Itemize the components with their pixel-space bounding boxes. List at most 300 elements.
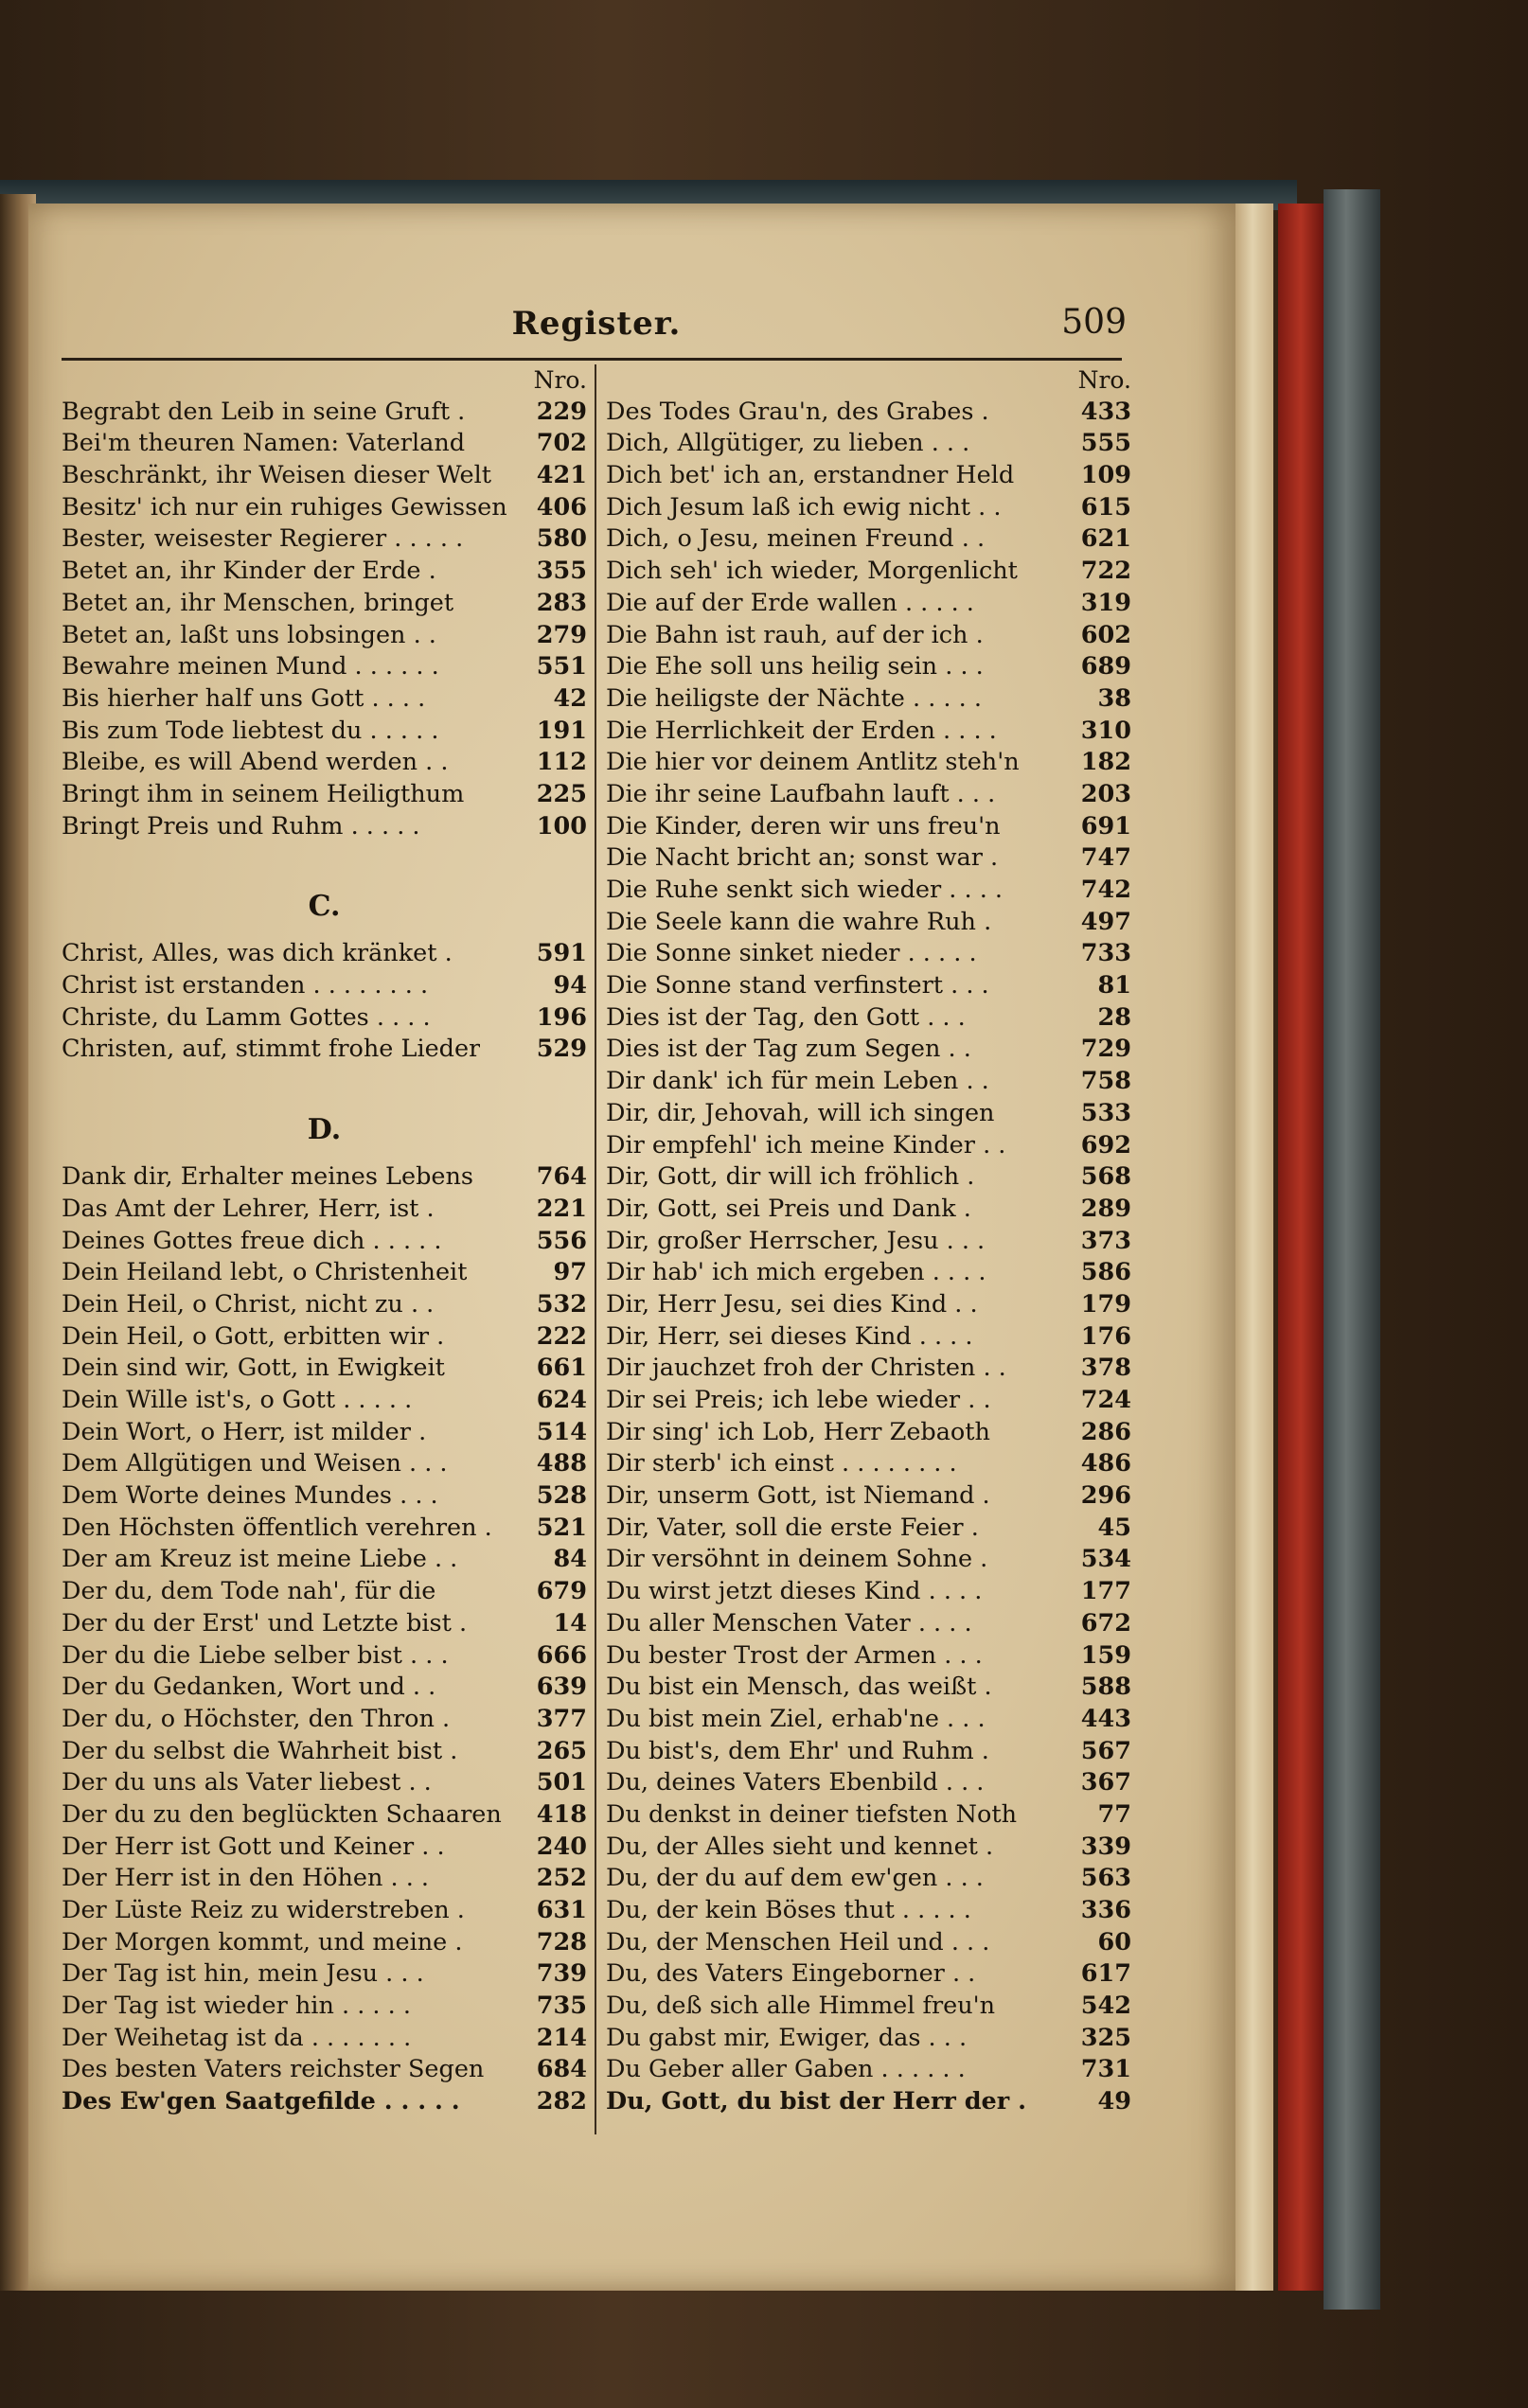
entry-number: 286 xyxy=(1080,1417,1131,1446)
entry-number: 310 xyxy=(1080,716,1131,745)
index-entry xyxy=(62,2054,587,2086)
entry-title: Du bist's, dem Ehr' und Ruhm . xyxy=(606,1736,989,1765)
entry-number: 567 xyxy=(1080,1736,1131,1765)
entry-number: 176 xyxy=(1080,1321,1131,1351)
index-entry xyxy=(606,397,1131,429)
index-entry xyxy=(606,651,1131,683)
entry-number: 731 xyxy=(1080,2055,1131,2084)
entry-number: 38 xyxy=(1097,683,1131,713)
entry-title: Bleibe, es will Abend werden . . xyxy=(62,748,449,777)
nro-label: Nro. xyxy=(1077,366,1131,394)
entry-number: 14 xyxy=(553,1608,587,1638)
page-title: Register. xyxy=(511,305,682,343)
entry-number: 222 xyxy=(536,1321,587,1351)
index-entry xyxy=(62,1289,587,1321)
entry-number: 336 xyxy=(1080,1896,1131,1924)
entry-number: 221 xyxy=(536,1194,587,1223)
entry-number: 692 xyxy=(1080,1130,1131,1160)
entry-title: Du Geber aller Gaben . . . . . . xyxy=(606,2055,966,2084)
index-entry xyxy=(606,428,1131,460)
entry-number: 617 xyxy=(1080,1959,1131,1989)
index-entry xyxy=(606,970,1131,1002)
index-entry xyxy=(606,1066,1131,1098)
entry-number: 159 xyxy=(1080,1640,1131,1670)
index-entry xyxy=(606,2054,1131,2086)
index-entry xyxy=(606,1353,1131,1385)
entry-number: 406 xyxy=(536,492,587,522)
index-entry xyxy=(62,1608,587,1640)
spacer xyxy=(62,1066,587,1098)
index-entry xyxy=(62,397,587,429)
entry-number: 722 xyxy=(1080,557,1131,586)
index-entry xyxy=(606,1385,1131,1417)
entry-number: 684 xyxy=(536,2055,587,2084)
entry-number: 556 xyxy=(536,1226,587,1255)
index-entry xyxy=(62,1799,587,1832)
entry-title: Der du die Liebe selber bist . . . xyxy=(62,1640,449,1670)
index-entry xyxy=(606,1704,1131,1736)
index-entry xyxy=(62,1672,587,1704)
entry-title: Dir, dir, Jehovah, will ich singen xyxy=(606,1098,995,1127)
entry-number: 214 xyxy=(536,2023,587,2052)
index-entry xyxy=(62,460,587,492)
entry-title: Du, deß sich alle Himmel freu'n xyxy=(606,1992,996,2021)
entry-title: Bewahre meinen Mund . . . . . . xyxy=(62,652,439,682)
entry-number: 533 xyxy=(1080,1098,1131,1127)
index-entry xyxy=(606,811,1131,843)
entry-title: Bester, weisester Regierer . . . . . xyxy=(62,524,464,554)
entry-number: 528 xyxy=(536,1481,587,1511)
entry-number: 729 xyxy=(1080,1035,1131,1064)
entry-number: 240 xyxy=(536,1832,587,1861)
entry-title: Dir dank' ich für mein Leben . . xyxy=(606,1067,989,1096)
entry-title: Du bist mein Ziel, erhab'ne . . . xyxy=(606,1704,986,1733)
entry-number: 568 xyxy=(1080,1162,1131,1192)
entry-number: 497 xyxy=(1080,907,1131,936)
index-entry xyxy=(606,2023,1131,2055)
entry-title: Dein Wort, o Herr, ist milder . xyxy=(62,1417,427,1446)
index-entry xyxy=(606,1289,1131,1321)
entry-number: 177 xyxy=(1080,1577,1131,1606)
index-entry xyxy=(62,1895,587,1927)
entry-title: Dem Worte deines Mundes . . . xyxy=(62,1481,438,1511)
entry-number: 724 xyxy=(1080,1386,1131,1414)
entry-number: 733 xyxy=(1080,939,1131,968)
entry-title: Dies ist der Tag, den Gott . . . xyxy=(606,1002,966,1032)
entry-number: 521 xyxy=(536,1513,587,1542)
index-entry xyxy=(606,1640,1131,1673)
entry-title: Dein Heil, o Gott, erbitten wir . xyxy=(62,1321,445,1351)
entry-title: Bis hierher half uns Gott . . . . xyxy=(62,683,426,713)
entry-title: Dir, Gott, sei Preis und Dank . xyxy=(606,1194,971,1223)
entry-number: 296 xyxy=(1080,1481,1131,1511)
index-entry xyxy=(62,1704,587,1736)
spine-red-edge xyxy=(1278,204,1324,2291)
header-rule xyxy=(62,358,1122,361)
entry-title: Der Morgen kommt, und meine . xyxy=(62,1927,463,1956)
entry-title: Der du Gedanken, Wort und . . xyxy=(62,1673,436,1702)
entry-title: Du, der kein Böses thut . . . . . xyxy=(606,1896,971,1924)
entry-title: Dir sterb' ich einst . . . . . . . . xyxy=(606,1449,957,1478)
entry-number: 551 xyxy=(536,652,587,682)
index-entry xyxy=(606,1448,1131,1480)
index-entry xyxy=(606,1576,1131,1608)
entry-title: Bei'm theuren Namen: Vaterland xyxy=(62,429,466,458)
entry-number: 191 xyxy=(536,716,587,745)
index-entry xyxy=(606,1321,1131,1354)
entry-number: 742 xyxy=(1080,876,1131,904)
entry-title: Die Ruhe senkt sich wieder . . . . xyxy=(606,876,1004,904)
entry-number: 94 xyxy=(553,971,587,1000)
entry-title: Die auf der Erde wallen . . . . . xyxy=(606,588,974,617)
index-entry xyxy=(606,1098,1131,1130)
entry-number: 615 xyxy=(1080,492,1131,522)
entry-title: Der du der Erst' und Letzte bist . xyxy=(62,1608,468,1638)
index-block-c xyxy=(62,938,587,1066)
entry-title: Dir hab' ich mich ergeben . . . . xyxy=(606,1258,986,1287)
entry-number: 501 xyxy=(536,1768,587,1797)
entry-title: Dein sind wir, Gott, in Ewigkeit xyxy=(62,1354,445,1383)
entry-title: Du gabst mir, Ewiger, das . . . xyxy=(606,2023,968,2052)
entry-number: 339 xyxy=(1080,1832,1131,1861)
index-entry xyxy=(62,2023,587,2055)
entry-title: Bringt ihm in seinem Heiligthum xyxy=(62,779,465,808)
entry-number: 666 xyxy=(536,1640,587,1670)
index-entry xyxy=(606,779,1131,811)
entry-number: 529 xyxy=(536,1035,587,1064)
entry-number: 265 xyxy=(536,1736,587,1765)
nro-label: Nro. xyxy=(533,366,587,394)
index-entry xyxy=(62,1576,587,1608)
entry-number: 179 xyxy=(1080,1289,1131,1319)
index-entry xyxy=(62,1353,587,1385)
entry-title: Die Sonne sinket nieder . . . . . xyxy=(606,939,977,968)
index-entry xyxy=(62,1513,587,1545)
index-entry xyxy=(606,747,1131,779)
index-entry xyxy=(62,1736,587,1768)
index-entry xyxy=(606,1958,1131,1991)
entry-number: 84 xyxy=(553,1545,587,1574)
index-entry xyxy=(606,1672,1131,1704)
entry-number: 532 xyxy=(536,1289,587,1319)
entry-title: Christe, du Lamm Gottes . . . . xyxy=(62,1002,431,1032)
entry-number: 418 xyxy=(536,1799,587,1829)
entry-number: 758 xyxy=(1080,1067,1131,1096)
entry-title: Du, der Alles sieht und kennet . xyxy=(606,1832,994,1861)
entry-number: 49 xyxy=(1097,2087,1131,2116)
entry-title: Der du uns als Vater liebest . . xyxy=(62,1768,432,1797)
entry-number: 639 xyxy=(536,1673,587,1702)
entry-title: Der Weihetag ist da . . . . . . . xyxy=(62,2023,412,2052)
entry-title: Die Bahn ist rauh, auf der ich . xyxy=(606,620,984,649)
index-entry xyxy=(62,1991,587,2023)
index-entry xyxy=(62,1257,587,1289)
index-entry xyxy=(62,1640,587,1673)
index-entry xyxy=(62,1194,587,1226)
page-gutter xyxy=(1235,204,1273,2291)
index-entry xyxy=(62,1226,587,1258)
entry-number: 282 xyxy=(536,2087,587,2116)
entry-title: Des Todes Grau'n, des Grabes . xyxy=(606,397,989,426)
entry-number: 378 xyxy=(1080,1354,1131,1383)
section-letter-c: C. xyxy=(308,890,341,923)
entry-number: 45 xyxy=(1097,1513,1131,1542)
entry-title: Betet an, laßt uns lobsingen . . xyxy=(62,620,436,649)
entry-number: 421 xyxy=(536,461,587,490)
entry-title: Der du, o Höchster, den Thron . xyxy=(62,1704,451,1733)
entry-title: Du, des Vaters Eingeborner . . xyxy=(606,1959,976,1989)
index-block-b xyxy=(62,397,587,843)
page-number: 509 xyxy=(1061,303,1127,342)
index-entry xyxy=(62,1161,587,1194)
index-entry xyxy=(606,1736,1131,1768)
entry-title: Deines Gottes freue dich . . . . . xyxy=(62,1226,442,1255)
entry-title: Die Seele kann die wahre Ruh . xyxy=(606,907,992,936)
index-entry xyxy=(62,747,587,779)
entry-title: Christ, Alles, was dich kränket . xyxy=(62,939,453,968)
entry-title: Der Herr ist Gott und Keiner . . xyxy=(62,1832,445,1861)
entry-title: Du wirst jetzt dieses Kind . . . . xyxy=(606,1577,983,1606)
index-entry xyxy=(62,651,587,683)
entry-number: 77 xyxy=(1097,1799,1131,1829)
index-entry xyxy=(62,1863,587,1895)
entry-title: Du, deines Vaters Ebenbild . . . xyxy=(606,1768,985,1797)
entry-number: 580 xyxy=(536,524,587,554)
entry-title: Die Herrlichkeit der Erden . . . . xyxy=(606,716,997,745)
entry-title: Dir, unserm Gott, ist Niemand . xyxy=(606,1481,990,1511)
entry-title: Betet an, ihr Menschen, bringet xyxy=(62,588,454,617)
entry-title: Dich Jesum laß ich ewig nicht . . xyxy=(606,492,1002,522)
entry-title: Des besten Vaters reichster Segen xyxy=(62,2055,485,2084)
entry-number: 283 xyxy=(536,588,587,617)
index-entry xyxy=(606,1513,1131,1545)
index-entry xyxy=(62,779,587,811)
entry-title: Dich, Allgütiger, zu lieben . . . xyxy=(606,429,970,458)
entry-number: 81 xyxy=(1097,971,1131,1000)
entry-number: 661 xyxy=(536,1354,587,1383)
entry-title: Du, der Menschen Heil und . . . xyxy=(606,1927,990,1956)
index-entry xyxy=(62,492,587,524)
entry-number: 229 xyxy=(536,397,587,426)
entry-title: Dir, Herr, sei dieses Kind . . . . xyxy=(606,1321,973,1351)
entry-number: 563 xyxy=(1080,1864,1131,1893)
entry-number: 109 xyxy=(1080,461,1131,490)
entry-number: 739 xyxy=(536,1959,587,1989)
entry-title: Der Herr ist in den Höhen . . . xyxy=(62,1864,430,1893)
entry-title: Dies ist der Tag zum Segen . . xyxy=(606,1035,971,1064)
entry-number: 112 xyxy=(536,748,587,777)
index-entry xyxy=(62,811,587,843)
entry-title: Der Tag ist hin, mein Jesu . . . xyxy=(62,1959,424,1989)
spacer xyxy=(62,842,587,875)
entry-title: Der Tag ist wieder hin . . . . . xyxy=(62,1992,411,2021)
entry-number: 373 xyxy=(1080,1226,1131,1255)
index-entry xyxy=(62,1832,587,1864)
entry-number: 203 xyxy=(1080,779,1131,808)
entry-number: 28 xyxy=(1097,1002,1131,1032)
entry-title: Bringt Preis und Ruhm . . . . . xyxy=(62,811,420,841)
index-entry xyxy=(62,1385,587,1417)
entry-title: Beschränkt, ihr Weisen dieser Welt xyxy=(62,461,491,490)
entry-title: Du bester Trost der Armen . . . xyxy=(606,1640,983,1670)
index-entry xyxy=(62,428,587,460)
entry-title: Dich, o Jesu, meinen Freund . . xyxy=(606,524,986,554)
index-entry xyxy=(62,1927,587,1959)
entry-number: 42 xyxy=(553,683,587,713)
entry-title: Die heiligste der Nächte . . . . . xyxy=(606,683,982,713)
index-entry xyxy=(62,716,587,748)
index-entry xyxy=(606,1608,1131,1640)
entry-title: Die Ehe soll uns heilig sein . . . xyxy=(606,652,984,682)
entry-number: 691 xyxy=(1080,811,1131,841)
entry-title: Dem Allgütigen und Weisen . . . xyxy=(62,1449,448,1478)
index-entry xyxy=(606,1544,1131,1576)
index-entry xyxy=(606,523,1131,556)
index-entry xyxy=(62,1767,587,1799)
entry-number: 702 xyxy=(536,429,587,458)
entry-number: 542 xyxy=(1080,1992,1131,2021)
entry-title: Die Sonne stand verfinstert . . . xyxy=(606,971,989,1000)
entry-number: 728 xyxy=(536,1927,587,1956)
index-entry xyxy=(606,1927,1131,1959)
entry-number: 279 xyxy=(536,620,587,649)
entry-title: Der du selbst die Wahrheit bist . xyxy=(62,1736,458,1765)
index-entry xyxy=(606,683,1131,716)
section-letter-d: D. xyxy=(307,1112,342,1146)
index-entry xyxy=(62,1034,587,1066)
entry-title: Das Amt der Lehrer, Herr, ist . xyxy=(62,1194,435,1223)
entry-number: 631 xyxy=(536,1896,587,1925)
entry-title: Du, der du auf dem ew'gen . . . xyxy=(606,1864,984,1893)
entry-title: Dir versöhnt in deinem Sohne . xyxy=(606,1545,988,1574)
index-entry xyxy=(606,1417,1131,1449)
entry-title: Der du zu den beglückten Schaaren xyxy=(62,1799,502,1829)
index-entry xyxy=(606,1257,1131,1289)
index-entry xyxy=(606,907,1131,939)
index-entry xyxy=(606,620,1131,652)
entry-number: 588 xyxy=(1080,1673,1131,1702)
entry-number: 488 xyxy=(536,1449,587,1478)
index-entry xyxy=(606,1895,1131,1927)
index-entry xyxy=(62,2086,587,2118)
index-entry xyxy=(62,588,587,620)
index-column-right xyxy=(606,364,1131,2118)
index-entry xyxy=(606,842,1131,875)
entry-title: Christ ist erstanden . . . . . . . . xyxy=(62,971,429,1000)
index-entry xyxy=(62,938,587,970)
entry-title: Die Kinder, deren wir uns freu'n xyxy=(606,811,1001,841)
index-entry xyxy=(62,1002,587,1035)
index-entry xyxy=(62,683,587,716)
index-entry xyxy=(62,1321,587,1354)
index-entry xyxy=(606,938,1131,970)
entry-number: 621 xyxy=(1080,524,1131,554)
entry-number: 486 xyxy=(1080,1449,1131,1478)
entry-title: Dir empfehl' ich meine Kinder . . xyxy=(606,1130,1006,1160)
entry-number: 672 xyxy=(1080,1608,1131,1638)
index-entry xyxy=(606,1194,1131,1226)
entry-number: 624 xyxy=(536,1386,587,1415)
entry-number: 355 xyxy=(536,557,587,586)
entry-title: Dein Heil, o Christ, nicht zu . . xyxy=(62,1289,435,1319)
index-entry xyxy=(606,556,1131,588)
entry-number: 325 xyxy=(1080,2023,1131,2052)
entry-title: Dir, Gott, dir will ich fröhlich . xyxy=(606,1162,975,1192)
entry-number: 514 xyxy=(536,1417,587,1446)
entry-number: 319 xyxy=(1080,588,1131,617)
index-entry xyxy=(62,523,587,556)
entry-title: Die ihr seine Laufbahn lauft . . . xyxy=(606,779,996,808)
entry-title: Betet an, ihr Kinder der Erde . xyxy=(62,557,436,586)
spine-binding xyxy=(1324,189,1380,2310)
index-entry xyxy=(606,1767,1131,1799)
index-entry xyxy=(606,1034,1131,1066)
entry-title: Dein Wille ist's, o Gott . . . . . xyxy=(62,1386,413,1415)
index-entry xyxy=(62,620,587,652)
index-entry xyxy=(606,875,1131,907)
index-entry xyxy=(62,556,587,588)
entry-number: 182 xyxy=(1080,748,1131,777)
entry-title: Dank dir, Erhalter meines Lebens xyxy=(62,1162,474,1192)
entry-title: Du aller Menschen Vater . . . . xyxy=(606,1608,972,1638)
entry-number: 252 xyxy=(536,1864,587,1893)
entry-number: 60 xyxy=(1097,1927,1131,1956)
entry-title: Bis zum Tode liebtest du . . . . . xyxy=(62,716,439,745)
entry-number: 443 xyxy=(1080,1704,1131,1733)
entry-title: Du, Gott, du bist der Herr der . xyxy=(606,2087,1026,2116)
index-entry xyxy=(62,1958,587,1991)
entry-number: 679 xyxy=(536,1577,587,1606)
entry-number: 367 xyxy=(1080,1768,1131,1797)
entry-number: 689 xyxy=(1080,652,1131,682)
entry-title: Dich seh' ich wieder, Morgenlicht xyxy=(606,557,1018,586)
index-entry xyxy=(606,1480,1131,1513)
index-entry xyxy=(606,460,1131,492)
entry-title: Dir, großer Herrscher, Jesu . . . xyxy=(606,1226,986,1255)
index-entry xyxy=(606,1130,1131,1162)
entry-number: 289 xyxy=(1080,1194,1131,1223)
index-entry xyxy=(606,1863,1131,1895)
entry-title: Du bist ein Mensch, das weißt . xyxy=(606,1673,992,1702)
entry-title: Dein Heiland lebt, o Christenheit xyxy=(62,1258,468,1287)
entry-number: 97 xyxy=(553,1258,587,1287)
entry-number: 100 xyxy=(536,811,587,841)
index-entry xyxy=(606,1161,1131,1194)
index-entry xyxy=(62,970,587,1002)
running-head xyxy=(66,305,1127,362)
entry-title: Besitz' ich nur ein ruhiges Gewissen xyxy=(62,492,507,522)
entry-number: 377 xyxy=(536,1704,587,1733)
index-entry xyxy=(606,1832,1131,1864)
index-entry xyxy=(62,1480,587,1513)
entry-title: Die hier vor deinem Antlitz steh'n xyxy=(606,748,1020,777)
entry-title: Den Höchsten öffentlich verehren . xyxy=(62,1513,492,1542)
entry-number: 196 xyxy=(536,1002,587,1032)
entry-title: Christen, auf, stimmt frohe Lieder xyxy=(62,1035,481,1064)
entry-title: Dir sing' ich Lob, Herr Zebaoth xyxy=(606,1417,990,1446)
index-entry xyxy=(606,492,1131,524)
column-divider xyxy=(595,364,596,2134)
index-column-left xyxy=(62,364,587,2118)
index-entry xyxy=(606,716,1131,748)
entry-title: Du denkst in deiner tiefsten Noth xyxy=(606,1799,1017,1829)
entry-title: Dir, Herr Jesu, sei dies Kind . . xyxy=(606,1289,978,1319)
entry-title: Dir, Vater, soll die erste Feier . xyxy=(606,1513,979,1542)
entry-number: 555 xyxy=(1080,429,1131,458)
entry-number: 591 xyxy=(536,939,587,968)
entry-title: Begrabt den Leib in seine Gruft . xyxy=(62,397,466,426)
entry-title: Des Ew'gen Saatgefilde . . . . . xyxy=(62,2087,460,2116)
